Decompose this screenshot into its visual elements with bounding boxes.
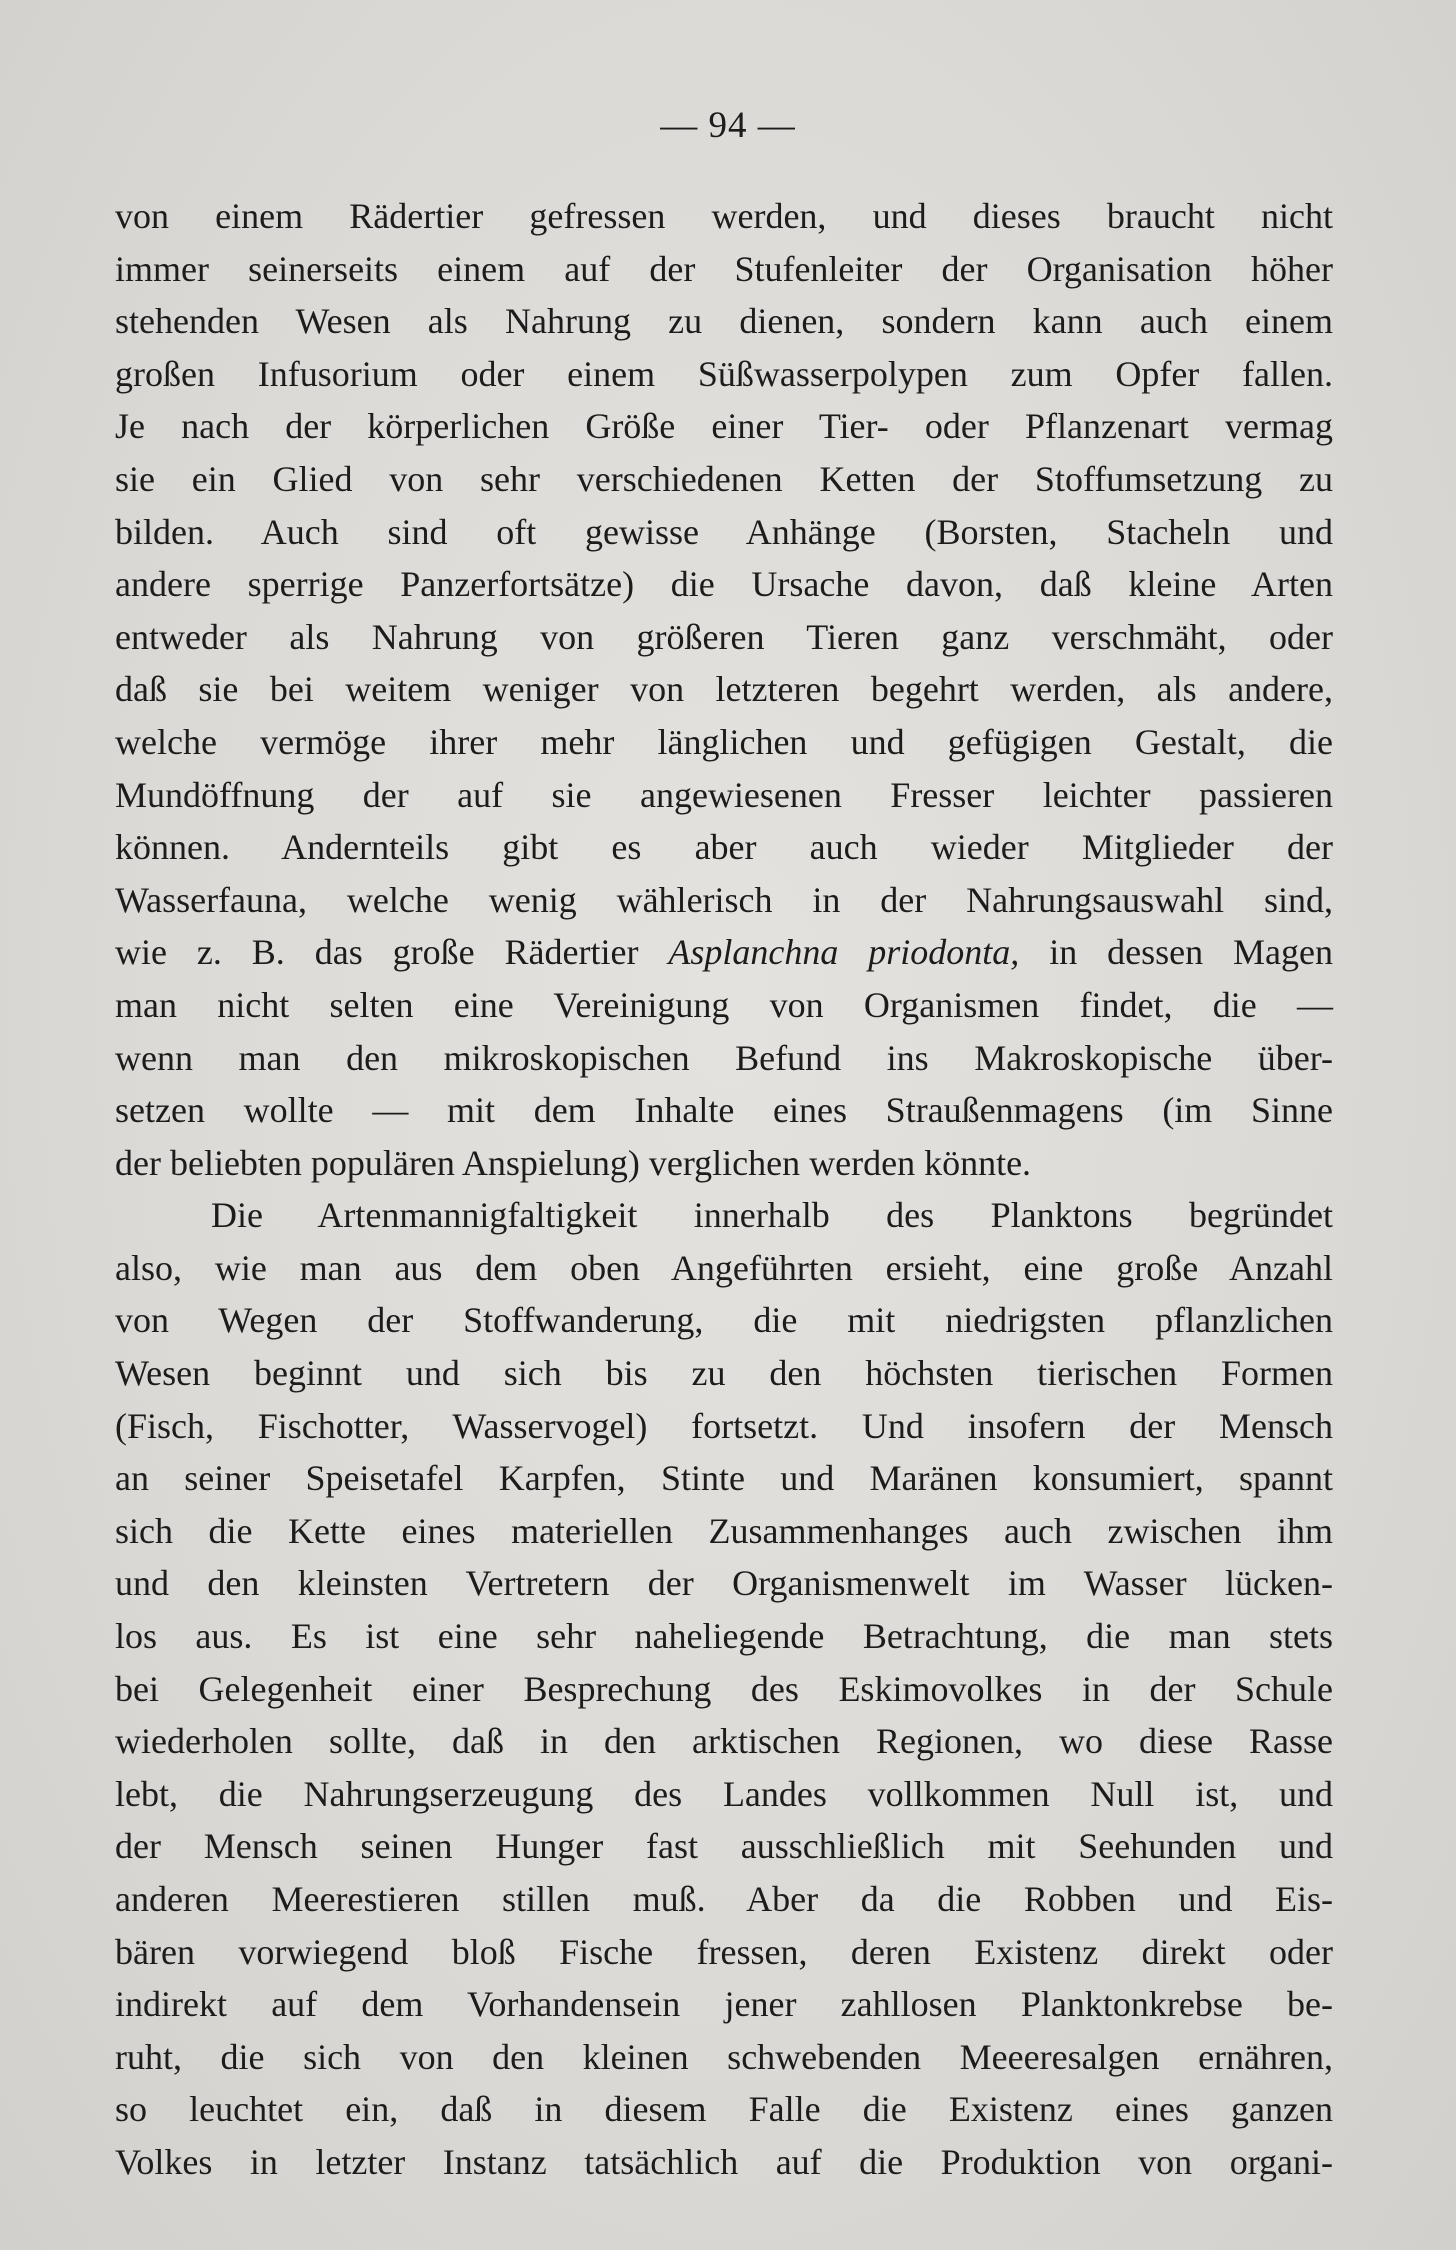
text-line: können. Andernteils gibt es aber auch wieder Mitglieder der — [115, 827, 1333, 868]
text-line: also, wie man aus dem oben Angeführten ersieht, eine große Anzahl — [115, 1247, 1333, 1288]
text-line: immer seinerseits einem auf der Stufenleiter der Organisation höher — [115, 248, 1333, 289]
text-line: ruht, die sich von den kleinen schwebenden Meeeresalgen ernähren, — [115, 2036, 1333, 2077]
text-line: wenn man den mikroskopischen Befund ins Makroskopische über- — [115, 1037, 1333, 1078]
text-line: Wasserfauna, welche wenig wählerisch in der Nahrungsauswahl sind, — [115, 879, 1333, 920]
text-line: so leuchtet ein, daß in diesem Falle die Existenz eines ganzen — [115, 2089, 1333, 2130]
species-name: Asplanchna priodonta, — [668, 932, 1020, 973]
text-line-with-species — [115, 926, 1333, 979]
text-line: an seiner Speisetafel Karpfen, Stinte und Maränen konsumiert, spannt — [115, 1458, 1333, 1499]
body-text — [115, 190, 1333, 2189]
text-line: von Wegen der Stoffwanderung, die mit niedrigsten pflanzlichen — [115, 1300, 1333, 1341]
text-line: (Fisch, Fischotter, Wasservogel) fortsetzt. Und insofern der Mensch — [115, 1405, 1333, 1446]
text-line: man nicht selten eine Vereinigung von Organismen findet, die — — [115, 984, 1333, 1025]
text-line: bären vorwiegend bloß Fische fressen, deren Existenz direkt oder — [115, 1931, 1333, 1972]
text-line: welche vermöge ihrer mehr länglichen und gefügigen Gestalt, die — [115, 721, 1333, 762]
text-line: wiederholen sollte, daß in den arktischen Regionen, wo diese Rasse — [115, 1721, 1333, 1762]
text-segment: in dessen Magen — [1019, 932, 1333, 973]
text-line: und den kleinsten Vertretern der Organismenwelt im Wasser lücken- — [115, 1563, 1333, 1604]
text-line: sie ein Glied von sehr verschiedenen Ketten der Stoffumsetzung zu — [115, 458, 1333, 499]
paragraph-end-line: der beliebten populären Anspielung) verglichen werden könnte. — [115, 1142, 1032, 1183]
text-line: bilden. Auch sind oft gewisse Anhänge (Borsten, Stacheln und — [115, 511, 1333, 552]
text-line: indirekt auf dem Vorhandensein jener zahllosen Planktonkrebse be- — [115, 1984, 1333, 2025]
text-line: los aus. Es ist eine sehr naheliegende Betrachtung, die man stets — [115, 1616, 1333, 1657]
text-segment: wie z. B. das große Rädertier — [115, 932, 669, 973]
paragraph-start-line: Die Artenmannigfaltigkeit innerhalb des Planktons begründet — [211, 1195, 1333, 1236]
text-line: sich die Kette eines materiellen Zusammenhanges auch zwischen ihm — [115, 1510, 1333, 1551]
text-line: von einem Rädertier gefressen werden, und dieses braucht nicht — [115, 196, 1333, 236]
text-line: entweder als Nahrung von größeren Tieren ganz verschmäht, oder — [115, 616, 1333, 657]
text-line: Wesen beginnt und sich bis zu den höchsten tierischen Formen — [115, 1353, 1333, 1394]
text-line: großen Infusorium oder einem Süßwasserpolypen zum Opfer fallen. — [115, 353, 1333, 394]
text-line: Je nach der körperlichen Größe einer Tier- oder Pflanzenart vermag — [115, 406, 1333, 447]
text-line: bei Gelegenheit einer Besprechung des Eskimovolkes in der Schule — [115, 1668, 1333, 1709]
text-line: stehenden Wesen als Nahrung zu dienen, sondern kann auch einem — [115, 301, 1333, 342]
page-number: — 94 — — [660, 105, 796, 146]
text-line: der Mensch seinen Hunger fast ausschließlich mit Seehunden und — [115, 1826, 1333, 1867]
text-line: daß sie bei weitem weniger von letzteren begehrt werden, als andere, — [115, 669, 1333, 710]
text-line: setzen wollte — mit dem Inhalte eines Straußenmagens (im Sinne — [115, 1090, 1333, 1131]
text-line: Volkes in letzter Instanz tatsächlich auf die Produktion von organi- — [115, 2141, 1333, 2182]
text-line: lebt, die Nahrungserzeugung des Landes vollkommen Null ist, und — [115, 1773, 1333, 1814]
text-line: anderen Meerestieren stillen muß. Aber da die Robben und Eis- — [115, 1879, 1333, 1919]
text-line: andere sperrige Panzerfortsätze) die Ursache davon, daß kleine Arten — [115, 564, 1333, 605]
text-line: Mundöffnung der auf sie angewiesenen Fresser leichter passieren — [115, 774, 1333, 815]
